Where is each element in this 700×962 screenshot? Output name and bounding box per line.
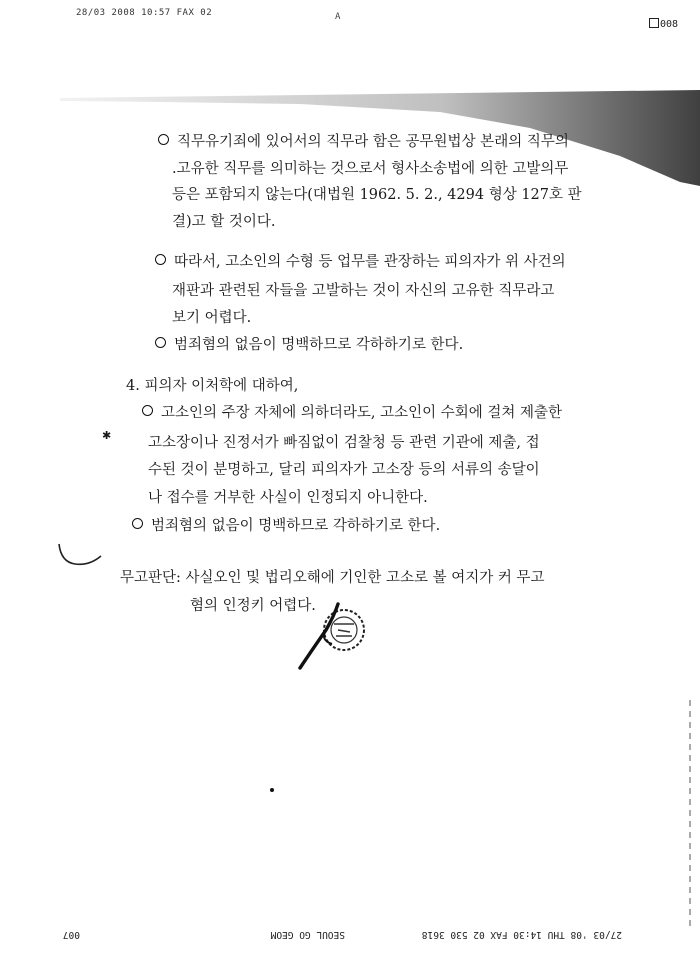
para-1-line-3: 등은 포함되지 않는다(대법원 1962. 5. 2., 4294 형상 127호 판 [172,187,582,203]
para-2-line-3: 보기 어렵다. [172,310,252,326]
para-3-line-1: 범죄혐의 없음이 명백하므로 각하하기로 한다. [155,335,463,355]
para-1-line-1: 직무유기죄에 있어서의 직무라 함은 공무원법상 본래의 직무의 [158,132,569,152]
fax-page-number [649,18,678,30]
circle-bullet-icon [132,518,143,529]
para-2-line-1: 따라서, 고소인의 수형 등 업무를 관장하는 피의자가 위 사건의 [155,252,566,272]
circle-bullet-icon [142,405,153,416]
para-1-line-2: .고유한 직무를 의미하는 것으로서 형사소송법에 의한 고발의무 [172,161,569,177]
para-5-line-4: 나 접수를 거부한 사실이 인정되지 아니한다. [148,490,428,506]
fax-footer-sender: SEOUL GO GEOM [270,929,345,940]
fax-header-line: 28/03 2008 10:57 FAX 02 [76,8,213,18]
judgement-line-2: 혐의 인정키 어렵다. [190,598,316,614]
signature-seal-icon [290,600,370,675]
section-4-heading: 4. 피의자 이처학에 대하여, [126,378,299,394]
fax-page-number-text: 008 [659,19,678,30]
para-5-line-2: 고소장이나 진정서가 빠짐없이 검찰청 등 관련 기관에 제출, 접 [148,435,540,451]
margin-scan-marks [688,700,692,930]
circle-bullet-icon [155,254,166,265]
page-box-icon [649,18,659,28]
fax-footer-page: 007 [62,929,80,940]
para-1-line-4: 결)고 할 것이다. [172,214,276,230]
fax-footer-transmission: 27/03 '08 THU 14:30 FAX 02 530 3618 [421,929,622,940]
fax-mark: A [335,12,341,22]
para-5-line-1: 고소인의 주장 자체에 의하더라도, 고소인이 수회에 걸쳐 제출한 [142,403,562,423]
pen-stroke-mark [55,540,105,570]
para-2-line-2: 재판과 관련된 자들을 고발하는 것이 자신의 고유한 직무라고 [172,283,555,299]
stray-dot [270,788,274,792]
para-6-line-1: 범죄혐의 없음이 명백하므로 각하하기로 한다. [132,516,440,536]
stray-mark-icon: ✱ [102,429,112,442]
para-5-line-3: 수된 것이 분명하고, 달리 피의자가 고소장 등의 서류의 송달이 [148,462,540,478]
fax-footer-inverted [0,918,700,948]
circle-bullet-icon [158,134,169,145]
judgement-line-1: 무고판단: 사실오인 및 법리오해에 기인한 고소로 볼 여지가 커 무고 [120,570,545,586]
circle-bullet-icon [155,337,166,348]
